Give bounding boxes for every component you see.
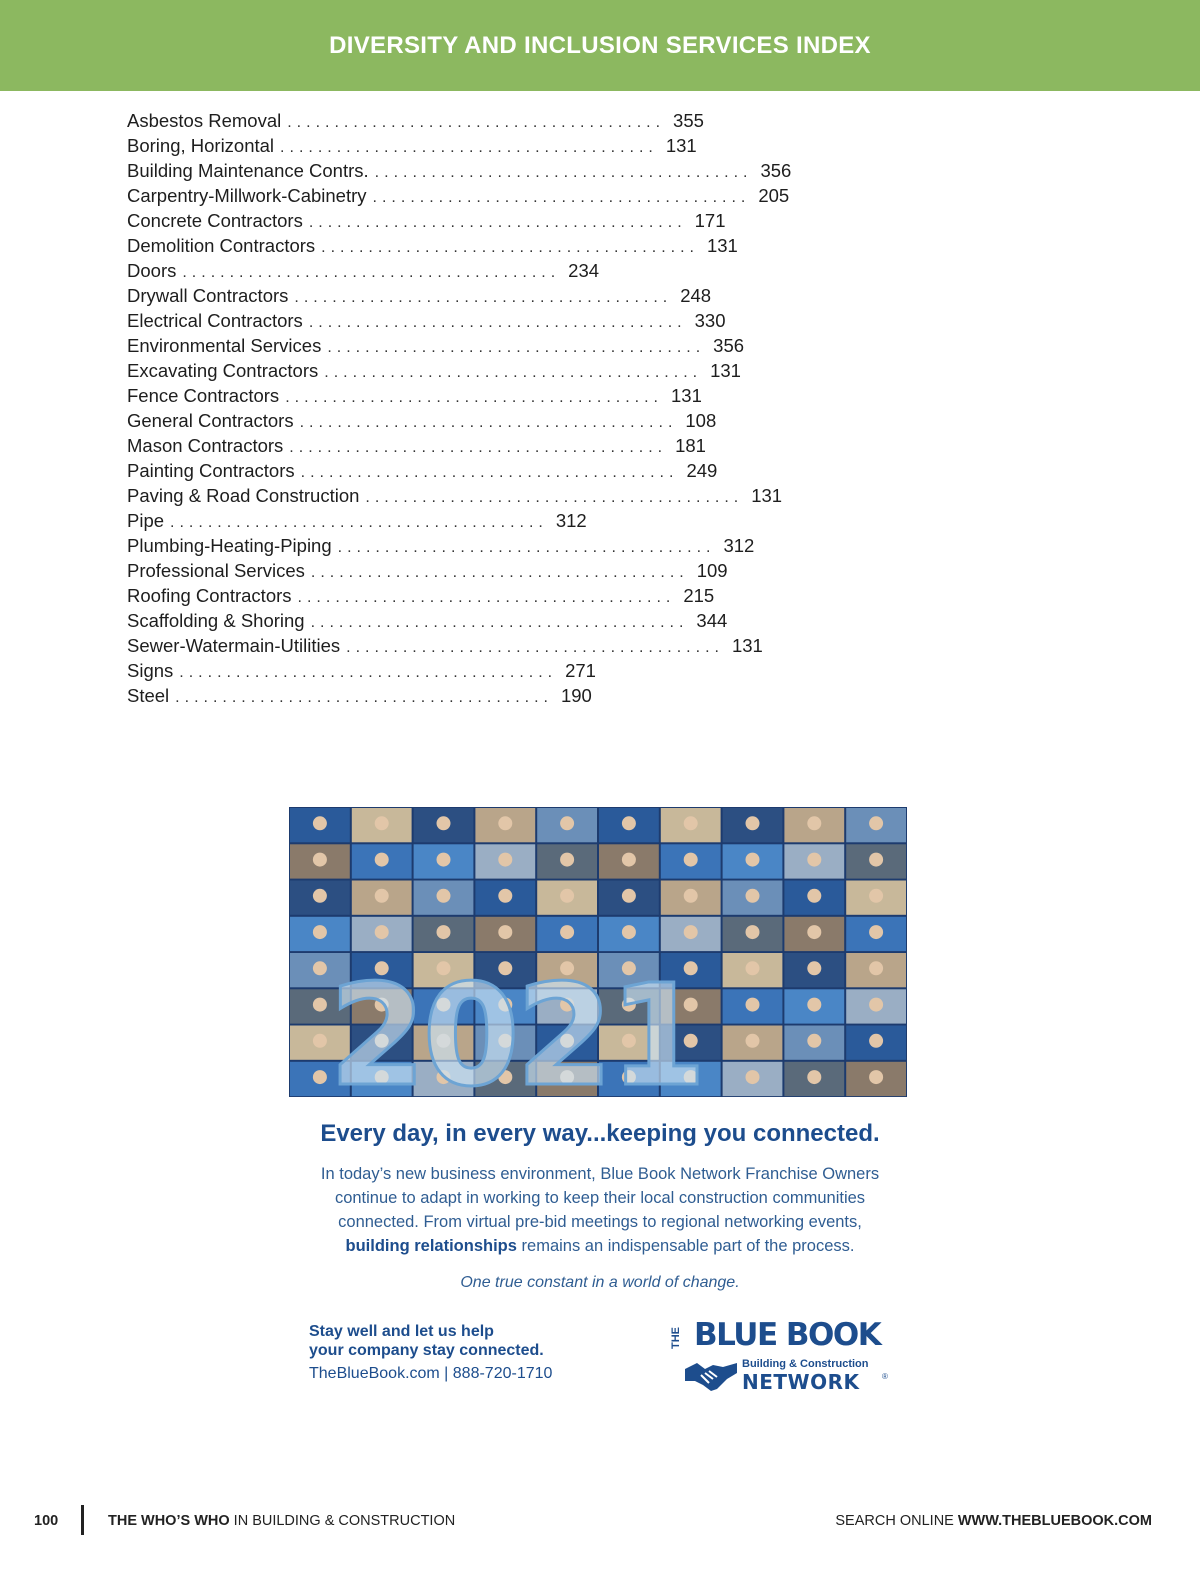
year-graphic: 2021 bbox=[329, 955, 703, 1118]
thumbnail-person bbox=[313, 961, 327, 975]
thumbnail-person bbox=[869, 1034, 883, 1048]
thumbnail-person bbox=[437, 816, 451, 830]
ad-body-text bbox=[300, 1162, 900, 1258]
index-entry-page: 131 bbox=[671, 385, 702, 406]
thumbnail-person bbox=[498, 925, 512, 939]
index-entry-name: Drywall Contractors bbox=[127, 285, 289, 306]
thumbnail-person bbox=[498, 853, 512, 867]
index-entry-name: Demolition Contractors bbox=[127, 235, 316, 256]
index-entry-name: Excavating Contractors bbox=[127, 360, 319, 381]
ad-body-line: remains an indispensable part of the process. bbox=[516, 1237, 855, 1255]
thumbnail-person bbox=[869, 853, 883, 867]
index-entry-name: Concrete Contractors bbox=[127, 210, 303, 231]
index-entry-name: Sewer-Watermain-Utilities bbox=[127, 635, 341, 656]
index-entry bbox=[127, 435, 706, 460]
thumbnail-person bbox=[807, 853, 821, 867]
index-entry-page: 131 bbox=[751, 485, 783, 506]
dot-leader: ........................................ bbox=[308, 314, 687, 331]
index-entry bbox=[127, 610, 728, 635]
index-entry bbox=[127, 310, 726, 335]
thumbnail-person bbox=[437, 889, 451, 903]
thumbnail-person bbox=[807, 1070, 821, 1084]
index-entry-page: 249 bbox=[686, 460, 718, 481]
index-entry-page: 355 bbox=[673, 110, 704, 131]
index-entry bbox=[127, 160, 792, 185]
page-header bbox=[0, 0, 1200, 91]
index-entry-page: 271 bbox=[565, 660, 596, 681]
index-entry-name: Environmental Services bbox=[127, 335, 322, 356]
index-entry-name: Professional Services bbox=[127, 560, 305, 581]
logo-network: NETWORK bbox=[742, 1370, 860, 1394]
index-entry-page: 190 bbox=[560, 685, 592, 706]
ad-body-line: In today’s new business environment, Blue Book Network Franchise Owners bbox=[320, 1165, 880, 1183]
dot-leader: ........................................ bbox=[285, 389, 663, 406]
thumbnail-person bbox=[746, 925, 760, 939]
index-entry-page: 356 bbox=[713, 335, 745, 356]
index-entry-page: 344 bbox=[696, 610, 728, 631]
cta-line: Stay well and let us help bbox=[309, 1323, 494, 1340]
index-entry-name: Carpentry-Millwork-Cabinetry bbox=[127, 185, 367, 206]
index-entry-page: 131 bbox=[710, 360, 741, 381]
ad-tagline: Every day, in every way...keeping you connected. bbox=[320, 1120, 880, 1147]
dot-leader: ........................................ bbox=[289, 439, 668, 456]
dot-leader: ........................................ bbox=[321, 239, 699, 256]
dot-leader: ........................................ bbox=[310, 564, 689, 581]
dot-leader: ........................................ bbox=[294, 289, 673, 306]
thumbnail-person bbox=[684, 853, 698, 867]
services-index bbox=[127, 110, 792, 710]
thumbnail-person bbox=[313, 1070, 327, 1084]
publication-title: THE WHO’S WHO IN BUILDING & CONSTRUCTION bbox=[108, 1513, 456, 1529]
thumbnail-person bbox=[807, 961, 821, 975]
thumbnail-person bbox=[684, 816, 698, 830]
index-entry-name: Signs bbox=[127, 660, 174, 681]
thumbnail-person bbox=[560, 889, 574, 903]
index-entry bbox=[127, 210, 726, 235]
index-entry-name: Mason Contractors bbox=[127, 435, 284, 456]
thumbnail-person bbox=[622, 853, 636, 867]
dot-leader: ........................................ bbox=[287, 114, 666, 131]
index-entry-name: General Contractors bbox=[127, 410, 294, 431]
ad-body-line: connected. From virtual pre-bid meetings to regional networking events, bbox=[338, 1213, 862, 1231]
index-entry bbox=[127, 510, 587, 535]
index-entry-page: 109 bbox=[696, 560, 728, 581]
thumbnail-person bbox=[869, 961, 883, 975]
dot-leader: ........................................ bbox=[179, 664, 558, 681]
thumbnail-person bbox=[869, 889, 883, 903]
page-footer bbox=[0, 1505, 1200, 1540]
dot-leader: ........................................ bbox=[297, 589, 676, 606]
thumbnail-person bbox=[375, 925, 389, 939]
thumbnail-person bbox=[746, 816, 760, 830]
index-entry-name: Boring, Horizontal bbox=[127, 135, 275, 156]
video-thumbnail-mosaic bbox=[289, 807, 907, 1118]
index-entry-name: Plumbing-Heating-Piping bbox=[127, 535, 332, 556]
ad-slogan: One true constant in a world of change. bbox=[460, 1274, 740, 1291]
thumbnail-person bbox=[807, 1034, 821, 1048]
index-entry bbox=[127, 260, 600, 285]
logo-subtitle: Building & Construction bbox=[742, 1358, 869, 1370]
dot-leader: ........................................ bbox=[346, 639, 724, 656]
thumbnail-person bbox=[313, 1034, 327, 1048]
dot-leader: ........................................ bbox=[182, 264, 561, 281]
thumbnail-person bbox=[375, 853, 389, 867]
thumbnail-person bbox=[622, 889, 636, 903]
thumbnail-person bbox=[807, 925, 821, 939]
cta-line: your company stay connected. bbox=[309, 1342, 544, 1359]
index-entry-name: Electrical Contractors bbox=[127, 310, 303, 331]
index-entry-name: Painting Contractors bbox=[127, 460, 295, 481]
index-entry-name: Steel bbox=[127, 685, 170, 706]
thumbnail-person bbox=[313, 889, 327, 903]
index-entry bbox=[127, 560, 728, 585]
dot-leader: ........................................ bbox=[175, 689, 553, 706]
thumbnail-person bbox=[869, 925, 883, 939]
index-entry-page: 330 bbox=[694, 310, 726, 331]
logo-the: THE bbox=[670, 1327, 682, 1349]
ad-body-line: continue to adapt in working to keep their local construction communities bbox=[334, 1189, 866, 1207]
dot-leader: ........................................ bbox=[327, 339, 706, 356]
index-entry-page: 205 bbox=[758, 185, 790, 206]
index-entry bbox=[127, 335, 745, 360]
thumbnail-person bbox=[746, 998, 760, 1012]
dot-leader: ........................................ bbox=[299, 414, 678, 431]
thumbnail-person bbox=[375, 816, 389, 830]
index-entry bbox=[127, 110, 704, 135]
index-entry-page: 248 bbox=[680, 285, 712, 306]
index-entry-name: Pipe bbox=[127, 510, 165, 531]
thumbnail-person bbox=[684, 889, 698, 903]
thumbnail-person bbox=[807, 816, 821, 830]
thumbnail-person bbox=[746, 1070, 760, 1084]
index-entry-page: 312 bbox=[555, 510, 587, 531]
index-entry-page: 131 bbox=[731, 635, 763, 656]
thumbnail-person bbox=[869, 1070, 883, 1084]
thumbnail-person bbox=[437, 925, 451, 939]
index-entry-name: Scaffolding & Shoring bbox=[127, 610, 305, 631]
thumbnail-person bbox=[560, 853, 574, 867]
index-entry-name: Paving & Road Construction bbox=[127, 485, 360, 506]
index-entry bbox=[127, 585, 715, 610]
thumbnail-person bbox=[746, 1034, 760, 1048]
thumbnail-person bbox=[807, 889, 821, 903]
index-entry-page: 234 bbox=[568, 260, 600, 281]
thumbnail-person bbox=[746, 961, 760, 975]
index-entry bbox=[127, 360, 741, 385]
index-entry-page: 131 bbox=[706, 235, 738, 256]
footer-divider bbox=[81, 1505, 84, 1535]
thumbnail-person bbox=[437, 853, 451, 867]
page-title: DIVERSITY AND INCLUSION SERVICES INDEX bbox=[329, 31, 871, 59]
thumbnail-person bbox=[807, 998, 821, 1012]
index-entry-page: 171 bbox=[694, 210, 726, 231]
index-entry-page: 108 bbox=[685, 410, 717, 431]
thumbnail-person bbox=[869, 998, 883, 1012]
blue-book-logo bbox=[670, 1317, 895, 1394]
thumbnail-person bbox=[746, 853, 760, 867]
index-entry bbox=[127, 460, 718, 485]
index-entry bbox=[127, 660, 596, 685]
thumbnail-person bbox=[498, 889, 512, 903]
ad-call-to-action bbox=[309, 1322, 544, 1360]
index-entry-page: 312 bbox=[723, 535, 755, 556]
dot-leader: ........................................ bbox=[280, 139, 658, 156]
index-entry-name: Doors bbox=[127, 260, 177, 281]
index-entry bbox=[127, 235, 738, 260]
index-entry bbox=[127, 135, 697, 160]
page-number: 100 bbox=[34, 1513, 59, 1529]
index-entry-name: Building Maintenance Contrs. bbox=[127, 160, 369, 181]
index-entry-name: Roofing Contractors bbox=[127, 585, 292, 606]
ad-body-emphasis: building relationships bbox=[345, 1237, 517, 1255]
index-entry-page: 356 bbox=[760, 160, 792, 181]
handshake-icon bbox=[683, 1359, 739, 1393]
dot-leader: ........................................ bbox=[337, 539, 716, 556]
thumbnail-person bbox=[622, 925, 636, 939]
thumbnail-person bbox=[313, 998, 327, 1012]
website-link[interactable]: SEARCH ONLINE WWW.THEBLUEBOOK.COM bbox=[835, 1513, 1152, 1529]
index-entry-page: 181 bbox=[675, 435, 706, 456]
index-entry bbox=[127, 535, 755, 560]
dot-leader: ........................................ bbox=[365, 489, 744, 506]
index-entry bbox=[127, 285, 712, 310]
index-entry bbox=[127, 185, 790, 210]
logo-blue-book: BLUE BOOK bbox=[694, 1317, 881, 1353]
dot-leader: ........................................ bbox=[324, 364, 703, 381]
index-entry bbox=[127, 385, 702, 410]
logo-registered-mark: ® bbox=[882, 1372, 888, 1381]
ad-contact-info[interactable]: TheBlueBook.com | 888-720-1710 bbox=[309, 1365, 553, 1382]
index-entry bbox=[127, 635, 763, 660]
thumbnail-person bbox=[746, 889, 760, 903]
thumbnail-person bbox=[313, 816, 327, 830]
thumbnail-person bbox=[560, 925, 574, 939]
index-entry-page: 131 bbox=[665, 135, 697, 156]
index-entry bbox=[127, 410, 717, 435]
dot-leader: ........................................ bbox=[374, 164, 753, 181]
dot-leader: ........................................ bbox=[170, 514, 548, 531]
thumbnail-person bbox=[869, 816, 883, 830]
dot-leader: ........................................ bbox=[372, 189, 751, 206]
dot-leader: ........................................ bbox=[300, 464, 679, 481]
thumbnail-person bbox=[313, 925, 327, 939]
index-entry-name: Asbestos Removal bbox=[127, 110, 282, 131]
index-entry bbox=[127, 685, 592, 710]
thumbnail-person bbox=[684, 925, 698, 939]
index-entry bbox=[127, 485, 783, 510]
dot-leader: ........................................ bbox=[310, 614, 689, 631]
index-entry-page: 215 bbox=[683, 585, 715, 606]
thumbnail-person bbox=[375, 889, 389, 903]
blue-book-advertisement bbox=[280, 802, 920, 1402]
thumbnail-person bbox=[313, 853, 327, 867]
thumbnail-person bbox=[560, 816, 574, 830]
thumbnail-person bbox=[498, 816, 512, 830]
thumbnail-person bbox=[622, 816, 636, 830]
dot-leader: ........................................ bbox=[308, 214, 687, 231]
index-entry-name: Fence Contractors bbox=[127, 385, 280, 406]
